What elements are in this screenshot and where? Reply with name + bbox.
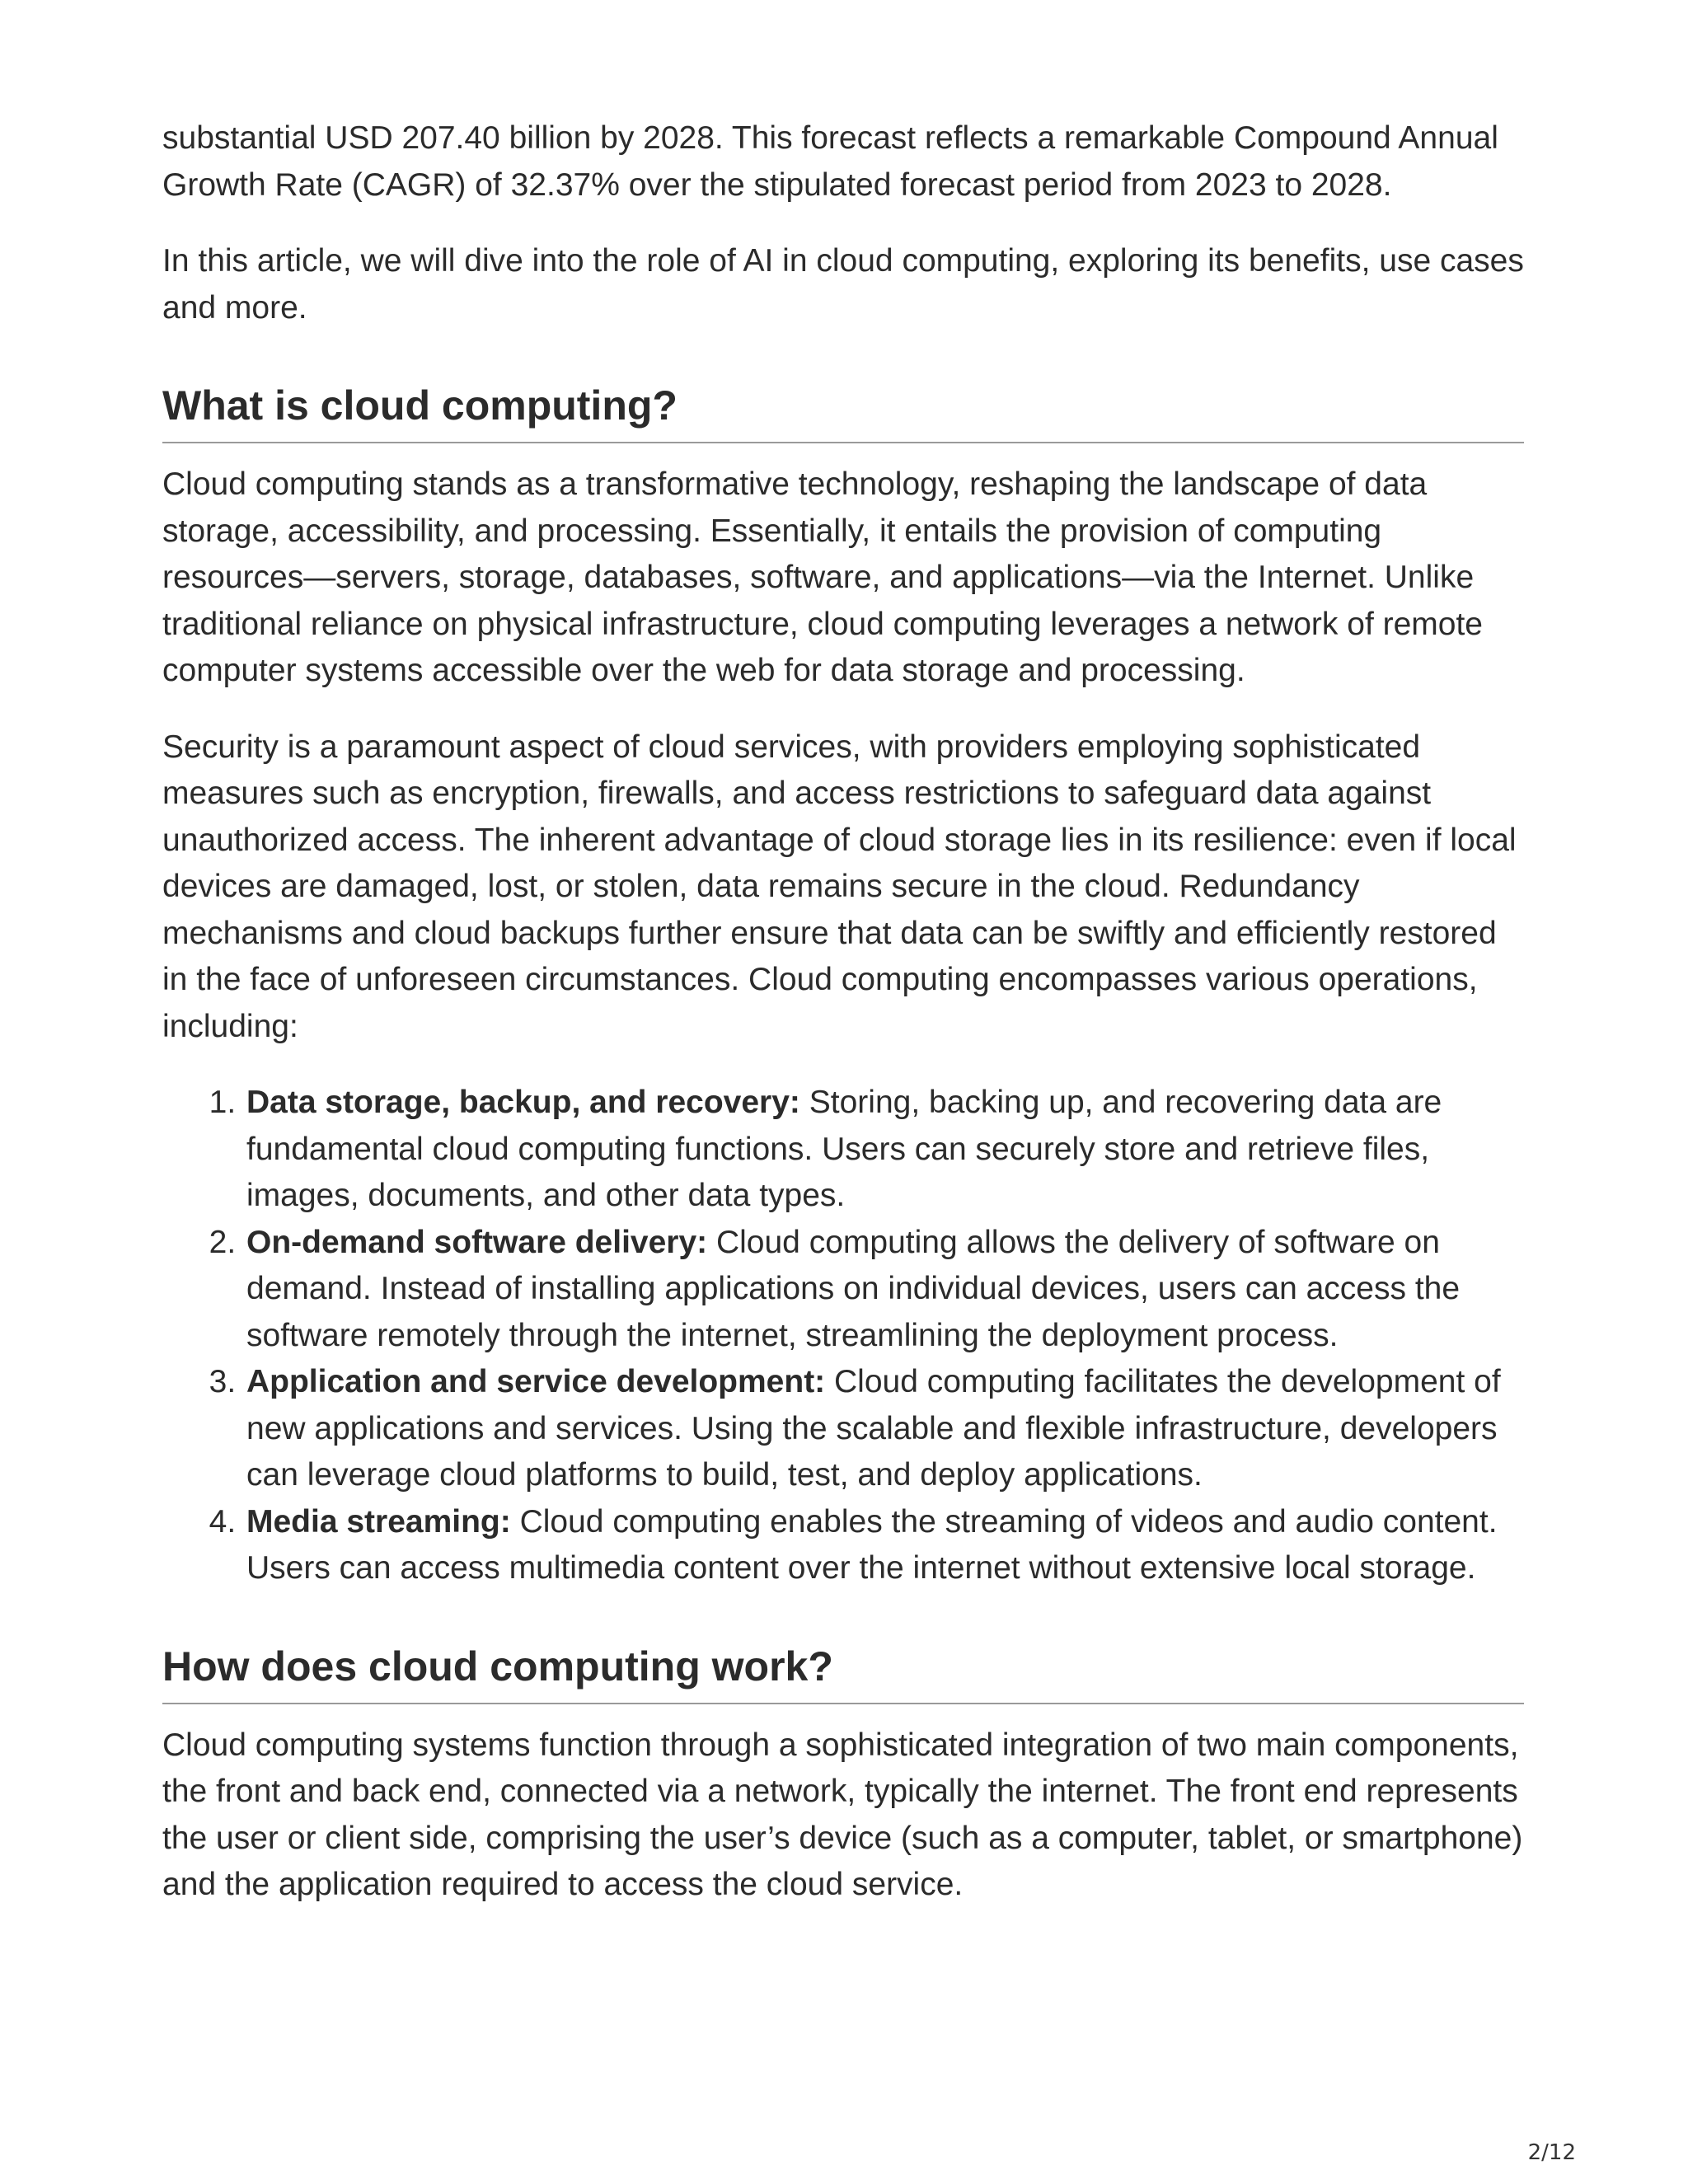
list-item-title: Media streaming: [246, 1503, 511, 1540]
operations-list [162, 1080, 1524, 1592]
section1-paragraph-1: Cloud computing stands as a transformative technology, reshaping the landscape of data storage, accessibility, and processing. Essentially, it entails the provision of computing resources—servers, storage, databases, software, and applications—via the Internet. Unlike traditional reliance on physical infrastructure, cloud computing leverages a network of remote computer systems accessible over the web for data storage and processing. [162, 466, 1483, 688]
intro-paragraph-1: substantial USD 207.40 billion by 2028. This forecast reflects a remarkable Compound Annual Growth Rate (CAGR) of 32.37% over the stipulated forecast period from 2023 to 2028. [162, 120, 1498, 203]
list-item [245, 1080, 1524, 1220]
section2-paragraph-1: Cloud computing systems function through a sophisticated integration of two main components, the front and back end, connected via a network, typically the internet. The front end represents the user or client side, comprising the user’s device (such as a computer, tablet, or smartphone) and the application required to access the cloud service. [162, 1727, 1523, 1902]
list-item-title: Data storage, backup, and recovery: [246, 1085, 800, 1120]
intro-paragraph-2: In this article, we will dive into the role of AI in cloud computing, exploring its benefits, use cases and more. [162, 243, 1524, 326]
list-item-title: Application and service development: [246, 1364, 826, 1399]
section1-paragraph-2: Security is a paramount aspect of cloud services, with providers employing sophisticated measures such as encryption, firewalls, and access restrictions to safeguard data against unauthorized access. The inherent advantage of cloud storage lies in its resilience: even if local devices are damaged, lost, or stolen, data remains secure in the cloud. Redundancy mechanisms and cloud backups further ensure that data can be swiftly and efficiently restored in the face of unforeseen circumstances. Cloud computing encompasses various operations, including: [162, 729, 1517, 1044]
section-heading-how-does-cloud-computing-work: How does cloud computing work? [162, 1640, 1524, 1704]
list-item-text: Cloud computing enables the streaming of videos and audio content. Users can access multimedia content over the internet without extensive local storage. [246, 1503, 1498, 1586]
section-heading-what-is-cloud-computing: What is cloud computing? [162, 379, 1524, 443]
document-page [162, 115, 1524, 1938]
list-item-text: Storing, backing up, and recovering data are fundamental cloud computing functions. Users can securely store and retrieve files, images, documents, and other data types. [246, 1085, 1442, 1213]
list-item [245, 1359, 1524, 1499]
list-item-text: Cloud computing facilitates the development of new applications and services. Using the scalable and flexible infrastructure, developers can leverage cloud platforms to build, test, and deploy applications. [246, 1364, 1501, 1493]
list-item-title: On-demand software delivery: [246, 1224, 708, 1260]
list-item [245, 1220, 1524, 1360]
list-item-text: Cloud computing allows the delivery of software on demand. Instead of installing applications on individual devices, users can access the software remotely through the internet, streamlining the deployment process. [246, 1224, 1461, 1353]
page-number: 2/12 [1527, 2140, 1576, 2165]
list-item [245, 1499, 1524, 1592]
